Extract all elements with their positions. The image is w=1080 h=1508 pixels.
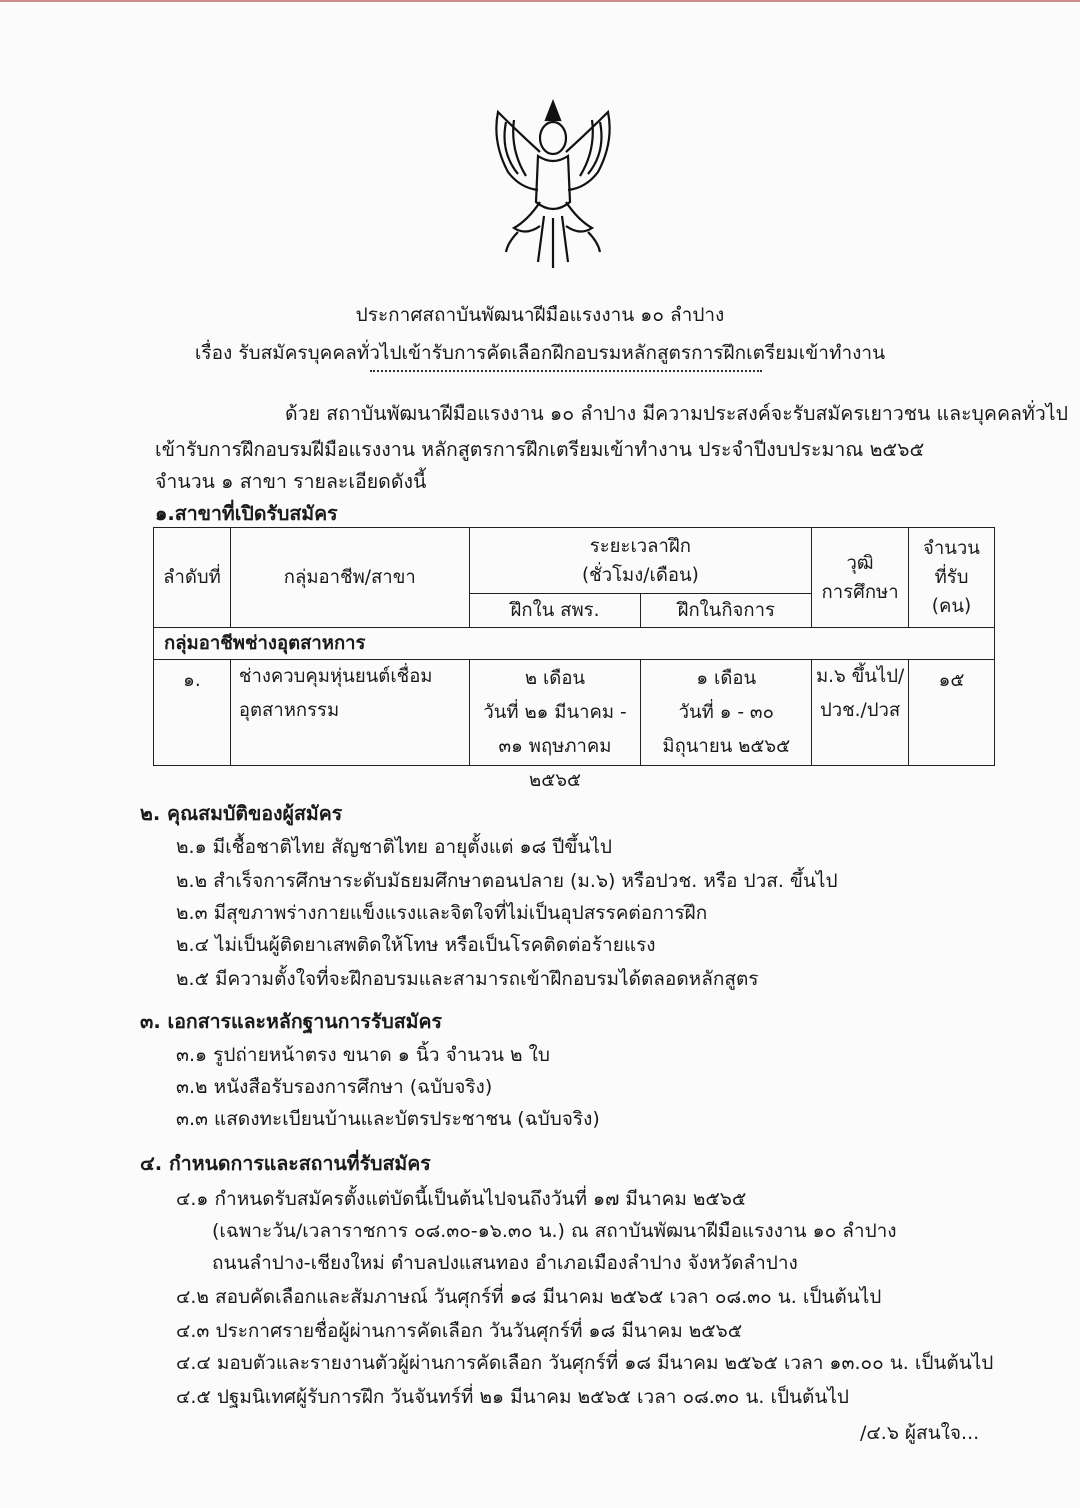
header-education-2: การศึกษา bbox=[821, 581, 899, 603]
row-center-1: ๒ เดือน bbox=[524, 667, 586, 689]
header-no: ลำดับที่ bbox=[154, 528, 231, 628]
section1-heading: ๑.สาขาที่เปิดรับสมัคร bbox=[155, 502, 338, 525]
document-item: ๓.๓ แสดงทะเบียนบ้านและบัตรประชาชน (ฉบับจริง) bbox=[176, 1108, 600, 1130]
row-no: ๑. bbox=[154, 660, 231, 766]
document-item: ๓.๒ หนังสือรับรองการศึกษา (ฉบับจริง) bbox=[176, 1076, 493, 1098]
announcement-subject: เรื่อง รับสมัครบุคคลทั่วไปเข้ารับการคัดเลือกฝึกอบรมหลักสูตรการฝึกเตรียมเข้าทำงาน bbox=[194, 342, 886, 364]
header-period bbox=[469, 528, 812, 594]
schedule-item-1-cont-1: (เฉพาะวัน/เวลาราชการ ๐๘.๓๐-๑๖.๓๐ น.) ณ สถาบันพัฒนาฝีมือแรงงาน ๑๐ ลำปาง bbox=[212, 1220, 897, 1242]
intro-line-2: เข้ารับการฝึกอบรมฝีมือแรงงาน หลักสูตรการฝึกเตรียมเข้าทำงาน ประจำปีงบประมาณ ๒๕๖๕ bbox=[155, 438, 925, 461]
header-branch: กลุ่มอาชีพ/สาขา bbox=[230, 528, 469, 628]
qualification-item: ๒.๔ ไม่เป็นผู้ติดยาเสพติดให้โทษ หรือเป็นโรคติดต่อร้ายแรง bbox=[176, 934, 656, 956]
qualification-item: ๒.๑ มีเชื้อชาติไทย สัญชาติไทย อายุตั้งแต่ ๑๘ ปีขึ้นไป bbox=[176, 836, 612, 858]
row-in-center bbox=[469, 660, 641, 791]
qualification-item: ๒.๕ มีความตั้งใจที่จะฝึกอบรมและสามารถเข้าฝึกอบรมได้ตลอดหลักสูตร bbox=[176, 968, 759, 990]
row-branch-2: อุตสาหกรรม bbox=[238, 700, 340, 721]
branch-table bbox=[153, 527, 995, 791]
row-education bbox=[812, 660, 909, 766]
row-branch bbox=[230, 660, 469, 766]
row-edu-1: ม.๖ ขึ้นไป/ bbox=[815, 666, 905, 687]
row-company-3: มิถุนายน ๒๕๖๕ bbox=[662, 735, 791, 757]
intro-line-3: จำนวน ๑ สาขา รายละเอียดดังนี้ bbox=[155, 470, 427, 493]
schedule-item-2: ๔.๒ สอบคัดเลือกและสัมภาษณ์ วันศุกร์ที่ ๑๘ มีนาคม ๒๕๖๕ เวลา ๐๘.๓๐ น. เป็นต้นไป bbox=[176, 1286, 882, 1308]
header-period-label: ระยะเวลาฝึก bbox=[589, 535, 691, 557]
section3-heading: ๓. เอกสารและหลักฐานการรับสมัคร bbox=[140, 1010, 443, 1033]
row-count: ๑๕ bbox=[909, 660, 995, 766]
schedule-item-1: ๔.๑ กำหนดรับสมัครตั้งแต่บัดนี้เป็นต้นไปจนถึงวันที่ ๑๗ มีนาคม ๒๕๖๕ bbox=[176, 1188, 747, 1210]
row-branch-1: ช่างควบคุมหุ่นยนต์เชื่อม bbox=[238, 666, 433, 687]
header-in-center: ฝึกใน สพร. bbox=[469, 594, 641, 628]
header-period-unit: (ชั่วโมง/เดือน) bbox=[581, 564, 699, 586]
header-count-1: จำนวน bbox=[923, 538, 980, 559]
document-item: ๓.๑ รูปถ่ายหน้าตรง ขนาด ๑ นิ้ว จำนวน ๒ ใบ bbox=[176, 1044, 550, 1066]
header-education-1: วุฒิ bbox=[846, 552, 874, 574]
header-count-2: ที่รับ bbox=[934, 567, 969, 588]
row-center-2: วันที่ ๒๑ มีนาคม - bbox=[483, 701, 627, 723]
garuda-emblem-icon bbox=[478, 92, 628, 270]
dotted-divider bbox=[370, 370, 762, 372]
group-row: กลุ่มอาชีพช่างอุตสาหการ bbox=[154, 628, 995, 660]
row-company-1: ๑ เดือน bbox=[696, 667, 757, 689]
schedule-item-5: ๔.๕ ปฐมนิเทศผู้รับการฝึก วันจันทร์ที่ ๒๑ มีนาคม ๒๕๖๕ เวลา ๐๘.๓๐ น. เป็นต้นไป bbox=[176, 1386, 849, 1408]
header-count-3: (คน) bbox=[931, 596, 972, 617]
row-center-3: ๓๑ พฤษภาคม ๒๕๖๕ bbox=[498, 735, 612, 791]
schedule-item-3: ๔.๓ ประกาศรายชื่อผู้ผ่านการคัดเลือก วันวันศุกร์ที่ ๑๘ มีนาคม ๒๕๖๕ bbox=[176, 1320, 743, 1342]
section4-heading: ๔. กำหนดการและสถานที่รับสมัคร bbox=[140, 1152, 431, 1175]
row-edu-2: ปวช./ปวส bbox=[819, 700, 901, 721]
schedule-item-4: ๔.๔ มอบตัวและรายงานตัวผู้ผ่านการคัดเลือก วันศุกร์ที่ ๑๘ มีนาคม ๒๕๖๕ เวลา ๑๓.๐๐ น. เป็นต้นไป bbox=[176, 1352, 994, 1374]
schedule-item-1-cont-2: ถนนลำปาง-เชียงใหม่ ตำบลปงแสนทอง อำเภอเมืองลำปาง จังหวัดลำปาง bbox=[212, 1252, 798, 1274]
page-top-edge bbox=[0, 0, 1080, 2]
header-education bbox=[812, 528, 909, 628]
continuation-note: /๔.๖ ผู้สนใจ... bbox=[860, 1422, 980, 1444]
qualification-item: ๒.๒ สำเร็จการศึกษาระดับมัธยมศึกษาตอนปลาย (ม.๖) หรือปวช. หรือ ปวส. ขึ้นไป bbox=[176, 870, 838, 892]
header-in-company: ฝึกในกิจการ bbox=[641, 594, 812, 628]
row-in-company bbox=[641, 660, 812, 766]
intro-line-1: ด้วย สถาบันพัฒนาฝีมือแรงงาน ๑๐ ลำปาง มีความประสงค์จะรับสมัครเยาวชน และบุคคลทั่วไป bbox=[285, 402, 1068, 425]
announcement-title: ประกาศสถาบันพัฒนาฝีมือแรงงาน ๑๐ ลำปาง bbox=[355, 304, 725, 326]
header-count bbox=[909, 528, 995, 628]
qualification-item: ๒.๓ มีสุขภาพร่างกายแข็งแรงและจิตใจที่ไม่เป็นอุปสรรคต่อการฝึก bbox=[176, 902, 708, 924]
section2-heading: ๒. คุณสมบัติของผู้สมัคร bbox=[140, 802, 343, 825]
row-company-2: วันที่ ๑ - ๓๐ bbox=[678, 701, 774, 723]
